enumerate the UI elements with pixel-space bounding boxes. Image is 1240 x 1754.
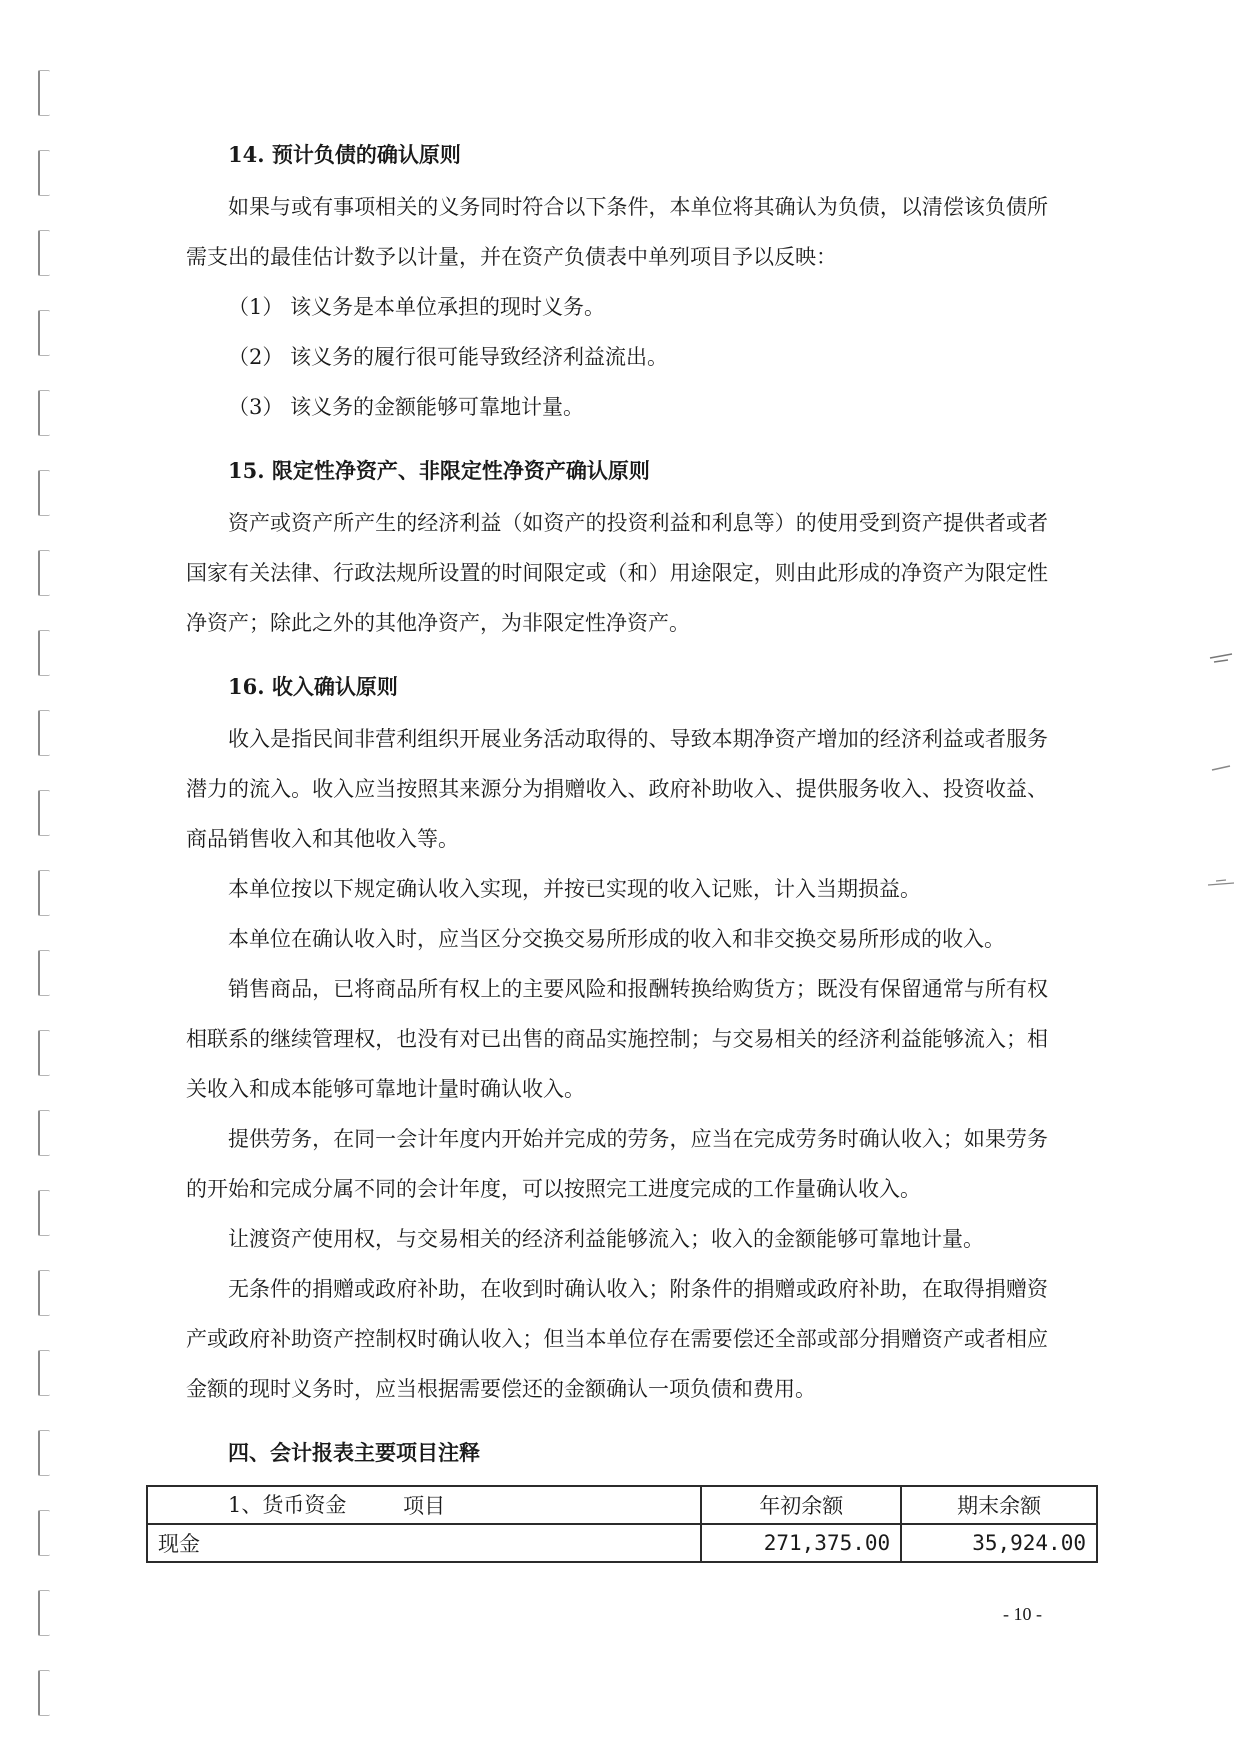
paragraph: 本单位按以下规定确认收入实现，并按已实现的收入记账，计入当期损益。	[228, 877, 921, 901]
cash-table	[146, 1485, 1098, 1563]
section-14	[186, 140, 1048, 432]
binding-mark	[38, 790, 50, 836]
binding-mark	[38, 390, 50, 436]
list-item: （1） 该义务是本单位承担的现时义务。	[228, 295, 606, 319]
part-heading: 四、会计报表主要项目注释	[228, 1440, 480, 1465]
section-15	[186, 456, 1048, 648]
body-text	[186, 140, 1048, 1530]
opening-balance-cell: 271,375.00	[701, 1524, 901, 1562]
binding-mark	[38, 1110, 50, 1156]
binding-mark	[38, 1510, 50, 1556]
section-heading: 16. 收入确认原则	[228, 674, 398, 699]
binding-mark	[38, 150, 50, 196]
list-item: （2） 该义务的履行很可能导致经济利益流出。	[228, 345, 669, 369]
paragraph: 让渡资产使用权，与交易相关的经济利益能够流入；收入的金额能够可靠地计量。	[228, 1227, 984, 1251]
scan-speck	[1206, 760, 1236, 776]
column-header: 期末余额	[901, 1486, 1097, 1524]
binding-mark	[38, 230, 50, 276]
binding-mark	[38, 1350, 50, 1396]
binding-mark	[38, 470, 50, 516]
binding-mark	[38, 630, 50, 676]
paragraph: 如果与或有事项相关的义务同时符合以下条件，本单位将其确认为负债，以清偿该负债所需支出的最佳估计数予以计量，并在资产负债表中单列项目予以反映：	[186, 195, 1048, 269]
section-heading: 14. 预计负债的确认原则	[228, 142, 461, 167]
binding-mark	[38, 1190, 50, 1236]
binding-mark	[38, 1270, 50, 1316]
paragraph: 资产或资产所产生的经济利益（如资产的投资利益和利息等）的使用受到资产提供者或者国家有关法律、行政法规所设置的时间限定或（和）用途限定，则由此形成的净资产为限定性净资产；除此之外的其他净资产，为非限定性净资产。	[186, 511, 1048, 635]
page-number: - 10 -	[1003, 1604, 1042, 1624]
binding-mark	[38, 1030, 50, 1076]
paragraph: 无条件的捐赠或政府补助，在收到时确认收入；附条件的捐赠或政府补助，在取得捐赠资产或政府补助资产控制权时确认收入；但当本单位存在需要偿还全部或部分捐赠资产或者相应金额的现时义务时，应当根据需要偿还的金额确认一项负债和费用。	[186, 1277, 1048, 1401]
paragraph: 收入是指民间非营利组织开展业务活动取得的、导致本期净资产增加的经济利益或者服务潜力的流入。收入应当按照其来源分为捐赠收入、政府补助收入、提供服务收入、投资收益、商品销售收入和其他收入等。	[186, 727, 1048, 851]
closing-balance-cell: 35,924.00	[901, 1524, 1097, 1562]
binding-mark	[38, 950, 50, 996]
table-row	[147, 1524, 1097, 1562]
list-item: （3） 该义务的金额能够可靠地计量。	[228, 395, 585, 419]
table-header-row	[147, 1486, 1097, 1524]
column-header: 项目	[147, 1486, 701, 1524]
binding-mark	[38, 710, 50, 756]
scan-speck	[1206, 875, 1236, 891]
column-header: 年初余额	[701, 1486, 901, 1524]
binding-mark	[38, 1590, 50, 1636]
item-cell: 现金	[147, 1524, 701, 1562]
paragraph: 销售商品，已将商品所有权上的主要风险和报酬转换给购货方；既没有保留通常与所有权相联系的继续管理权，也没有对已出售的商品实施控制；与交易相关的经济利益能够流入；相关收入和成本能够可靠地计量时确认收入。	[186, 977, 1048, 1101]
paragraph: 提供劳务，在同一会计年度内开始并完成的劳务，应当在完成劳务时确认收入；如果劳务的开始和完成分属不同的会计年度，可以按照完工进度完成的工作量确认收入。	[186, 1127, 1048, 1201]
binding-mark	[38, 1670, 50, 1716]
binding-mark	[38, 70, 50, 116]
paragraph: 本单位在确认收入时，应当区分交换交易所形成的收入和非交换交易所形成的收入。	[228, 927, 1005, 951]
binding-mark	[38, 1430, 50, 1476]
binding-mark	[38, 870, 50, 916]
section-16	[186, 672, 1048, 1414]
binding-mark	[38, 550, 50, 596]
scan-speck	[1206, 650, 1236, 666]
binding-holes	[30, 0, 60, 1754]
binding-mark	[38, 310, 50, 356]
sub-heading: 1、货币资金	[228, 1493, 347, 1517]
section-heading: 15. 限定性净资产、非限定性净资产确认原则	[228, 458, 650, 483]
